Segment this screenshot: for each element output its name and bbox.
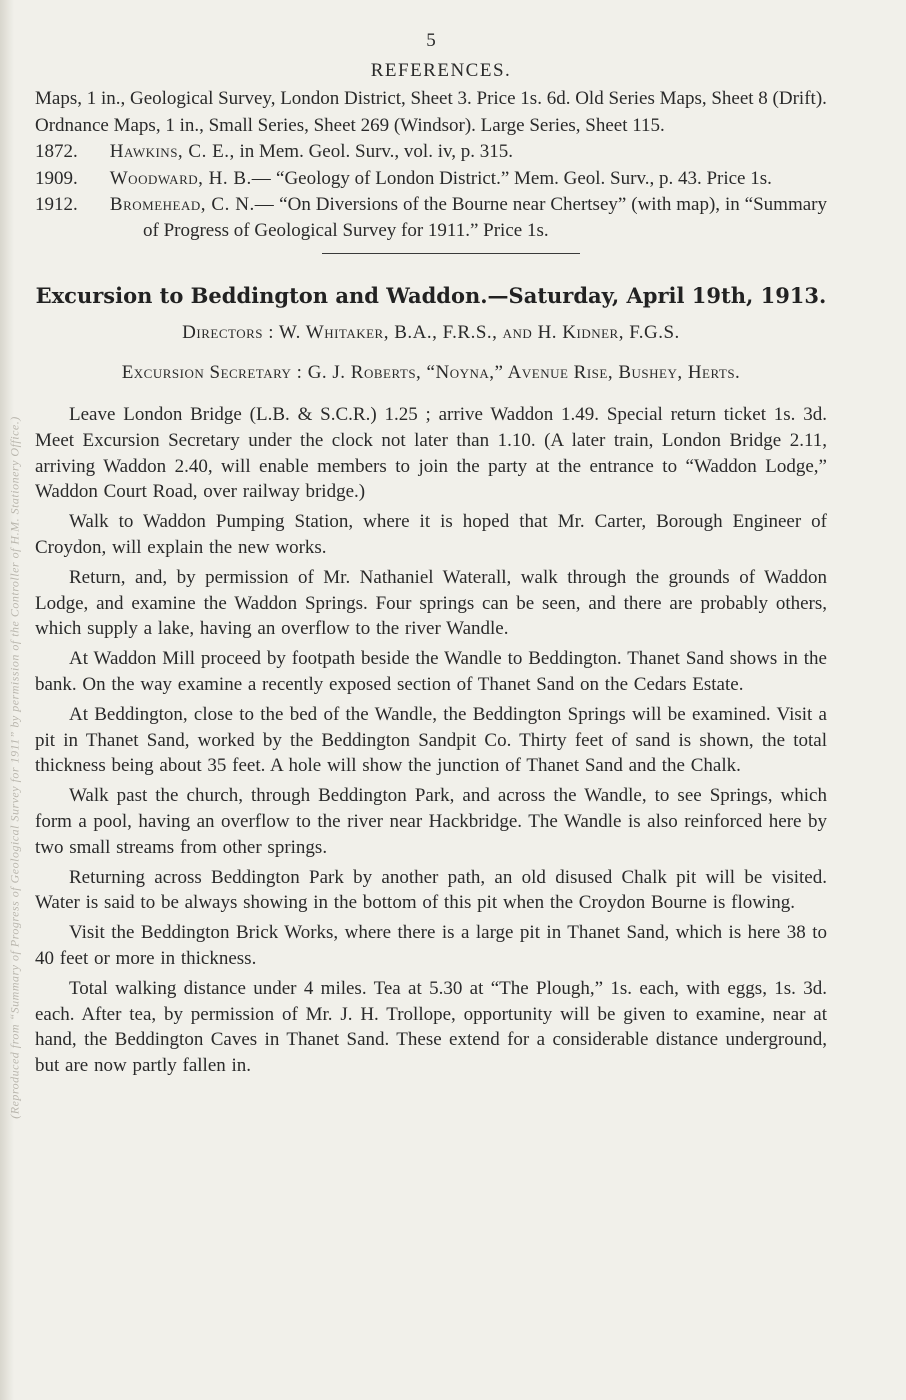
reference-item	[35, 166, 827, 192]
reference-author: Bromehead, C. N.—	[109, 194, 275, 215]
itinerary-paragraph: Return, and, by permission of Mr. Nathaniel Waterall, walk through the grounds of Waddon Lodge, and examine the Waddon Springs. Four springs can be seen, and there are probably others, which supply a lake, having an overflow to the river Wandle.	[35, 566, 827, 640]
references-list	[35, 86, 827, 243]
side-note: (Reproduced from “Summary of Progress of Geological Survey for 1911” by permission of the Controller of H.M. Stationery Office.)	[7, 416, 22, 1119]
references-heading: REFERENCES.	[370, 60, 512, 81]
reference-year: 1909.	[35, 167, 78, 189]
reference-item	[35, 113, 827, 139]
reference-author: Hawkins, C. E.,	[109, 141, 235, 162]
reference-text: “Geology of London District.” Mem. Geol. Surv., p. 43. Price 1s.	[276, 167, 772, 189]
reference-item	[35, 192, 827, 243]
itinerary-paragraph: Total walking distance under 4 miles. Tea at 5.30 at “The Plough,” 1s. each, with eggs, 1s. 3d. each. After tea, by permission of Mr. J. H. Trollope, opportunity will be given to examine, near at hand, the Beddington Caves in Thanet Sand. These extend for a considerable distance underground, but are now partly fallen in.	[35, 977, 827, 1077]
itinerary-paragraph: Visit the Beddington Brick Works, where there is a large pit in Thanet Sand, which is here 38 to 40 feet or more in thickness.	[35, 922, 827, 969]
reference-text: Ordnance Maps, 1 in., Small Series, Sheet 269 (Windsor). Large Series, Sheet 115.	[35, 114, 665, 136]
page-content	[35, 30, 827, 1083]
itinerary-paragraph: At Waddon Mill proceed by footpath beside the Wandle to Beddington. Thanet Sand shows in the bank. On the way examine a recently exposed section of Thanet Sand on the Cedars Estate.	[35, 648, 827, 695]
page-number: 5	[426, 30, 436, 51]
reference-text: in Mem. Geol. Surv., vol. iv, p. 315.	[239, 141, 514, 162]
excursion-title: Excursion to Beddington and Waddon.—Saturday, April 19th, 1913.	[35, 283, 827, 308]
itinerary-paragraph: At Beddington, close to the bed of the Wandle, the Beddington Springs will be examined. Visit a pit in Thanet Sand, worked by the Beddington Sandpit Co. Thirty feet of sand is shown, the total thickness being about 35 feet. A hole will show the junction of Thanet Sand and the Chalk.	[35, 703, 827, 777]
excursion-secretary: Excursion Secretary : G. J. Roberts, “Noyna,” Avenue Rise, Bushey, Herts.	[121, 362, 741, 383]
itinerary-paragraph: Walk to Waddon Pumping Station, where it is hoped that Mr. Carter, Borough Engineer of Croydon, will explain the new works.	[35, 511, 827, 558]
reference-item	[35, 139, 827, 165]
itinerary-paragraph: Walk past the church, through Beddington Park, and across the Wandle, to see Springs, which form a pool, having an overflow to the river near Hackbridge. The Wandle is also reinforced here by two small streams from other springs.	[35, 785, 827, 858]
itinerary-paragraph: Leave London Bridge (L.B. & S.C.R.) 1.25 ; arrive Waddon 1.49. Special return ticket 1s. 3d. Meet Excursion Secretary under the clock not later than 1.10. (A later train, London Bridge 2.11, arriving Waddon 2.40, will enable members to join the party at the entrance to “Waddon Lodge,” Waddon Court Road, over railway bridge.)	[35, 404, 827, 503]
section-divider	[322, 253, 580, 254]
excursion-directors: Directors : W. Whitaker, B.A., F.R.S., and H. Kidner, F.G.S.	[182, 322, 680, 343]
reference-year: 1872.	[35, 141, 78, 162]
reference-item	[35, 86, 827, 112]
excursion-itinerary	[35, 402, 827, 1079]
reference-year: 1912.	[35, 194, 78, 215]
reference-author: Woodward, H. B.—	[109, 167, 272, 189]
reference-text: “On Diversions of the Bourne near Chertsey” (with map), in “Summary of Progress of Geological Survey for 1911.” Price 1s.	[143, 194, 827, 241]
itinerary-paragraph: Returning across Beddington Park by another path, an old disused Chalk pit will be visited. Water is said to be always showing in the bottom of this pit when the Croydon Bourne is flowing.	[35, 866, 827, 914]
reference-text: Maps, 1 in., Geological Survey, London District, Sheet 3. Price 1s. 6d. Old Series Maps, Sheet 8 (Drift).	[35, 88, 827, 109]
